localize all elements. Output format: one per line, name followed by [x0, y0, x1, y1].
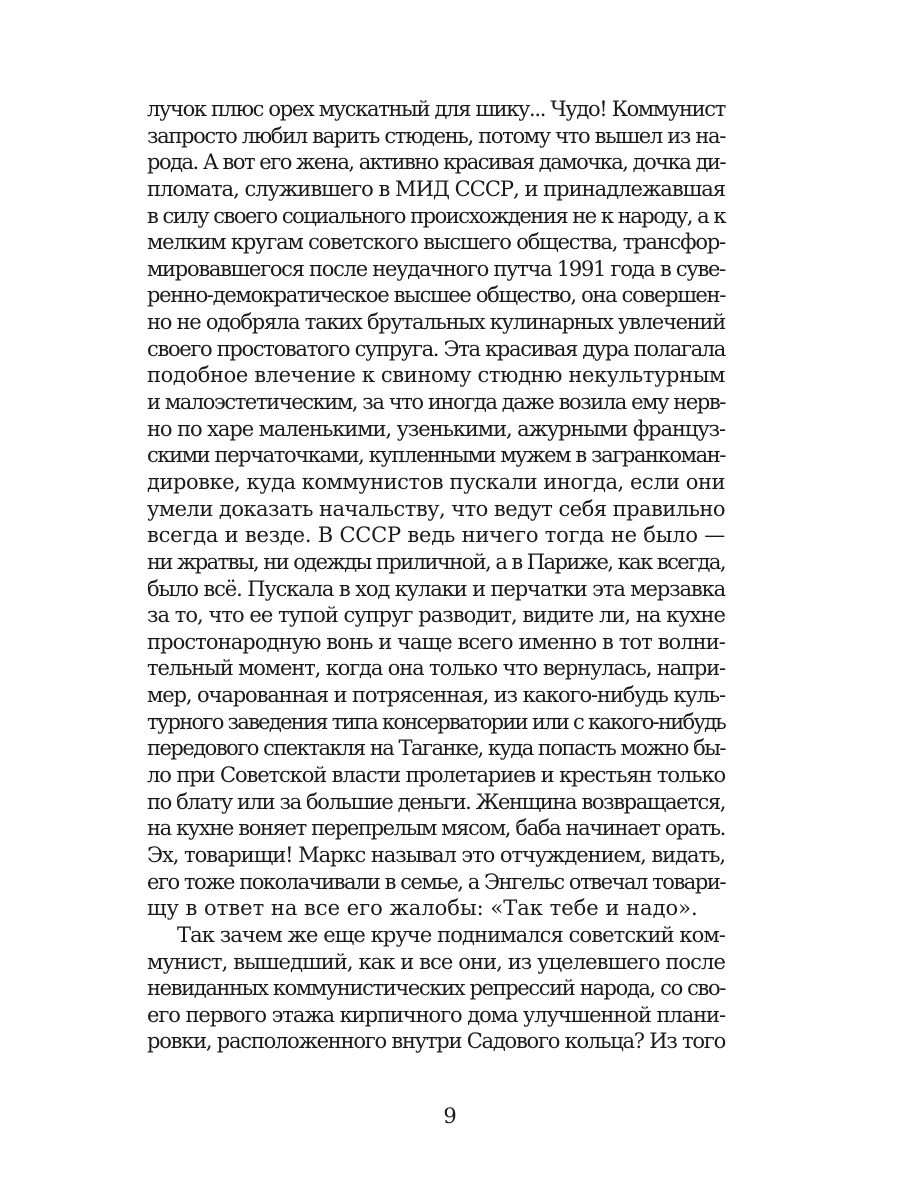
- text-line: умели доказать начальству, что ведут себя правильно: [147, 496, 725, 521]
- text-line: рода. А вот его жена, активно красивая дамочка, дочка ди-: [147, 150, 725, 175]
- paragraph-1: [147, 96, 725, 922]
- text-line: турного заведения типа консерватории или с какого-нибудь: [147, 709, 725, 734]
- text-line: запросто любил варить стюдень, потому что вышел из на-: [147, 123, 725, 148]
- text-line: по блату или за большие деньги. Женщина возвращается,: [147, 789, 725, 814]
- text-line: всегда и везде. В СССР ведь ничего тогда не было —: [147, 523, 725, 548]
- text-line: дировке, куда коммунистов пускали иногда, если они: [147, 469, 725, 494]
- paragraph-2: [147, 922, 725, 1055]
- text-line: ренно-демократическое высшее общество, она совершен-: [147, 283, 725, 308]
- text-line: мунист, вышедший, как и все они, из уцелевшего после: [147, 949, 725, 974]
- body-text: [147, 96, 725, 1055]
- text-line: подобное влечение к свиному стюдню некультурным: [147, 363, 725, 388]
- text-line: Так зачем же еще круче поднимался советский ком-: [177, 922, 725, 947]
- text-line: ровки, расположенного внутри Садового кольца? Из того: [147, 1029, 725, 1054]
- text-line: за то, что ее тупой супруг разводит, видите ли, на кухне: [147, 603, 725, 628]
- text-line: его тоже поколачивали в семье, а Энгельс отвечал товари-: [147, 869, 725, 894]
- text-line: мировавшегося после неудачного путча 1991 года в суве-: [147, 256, 725, 281]
- text-line: скими перчаточками, купленными мужем в загранкоман-: [147, 443, 725, 468]
- text-line: на кухне воняет перепрелым мясом, баба начинает орать.: [147, 816, 725, 841]
- text-line: щу в ответ на все его жалобы: «Так тебе и надо».: [147, 896, 698, 921]
- text-line: его первого этажа кирпичного дома улучшенной плани-: [147, 1002, 725, 1027]
- text-line: простонародную вонь и чаще всего именно в тот волни-: [147, 629, 725, 654]
- text-line: мер, очарованная и потрясенная, из какого-нибудь куль-: [147, 683, 725, 708]
- text-line: в силу своего социального происхождения не к народу, а к: [147, 203, 725, 228]
- text-line: лучок плюс орех мускатный для шику... Чудо! Коммунист: [147, 97, 725, 121]
- text-line: передового спектакля на Таганке, куда попасть можно бы-: [147, 736, 725, 761]
- text-line: но по харе маленькими, узенькими, ажурными француз-: [147, 416, 725, 441]
- text-line: тельный момент, когда она только что вернулась, напри-: [147, 656, 725, 681]
- page-number: 9: [443, 1104, 457, 1128]
- text-line: ло при Советской власти пролетариев и крестьян только: [147, 763, 725, 788]
- text-line: пломата, служившего в МИД СССР, и принадлежавшая: [147, 176, 725, 201]
- text-line: невиданных коммунистических репрессий народа, со сво-: [147, 976, 725, 1001]
- text-line: мелким кругам советского высшего общества, трансфор-: [147, 230, 725, 255]
- text-line: Эх, товарищи! Маркс называл это отчуждением, видать,: [147, 842, 725, 867]
- text-line: было всё. Пускала в ход кулаки и перчатки эта мерзавка: [147, 576, 725, 601]
- text-line: но не одобряла таких брутальных кулинарных увлечений: [147, 310, 725, 335]
- text-line: ни жратвы, ни одежды приличной, а в Париже, как всегда,: [147, 549, 725, 574]
- text-line: своего простоватого супруга. Эта красивая дура полагала: [147, 336, 725, 361]
- text-line: и малоэстетическим, за что иногда даже возила ему нерв-: [147, 390, 725, 415]
